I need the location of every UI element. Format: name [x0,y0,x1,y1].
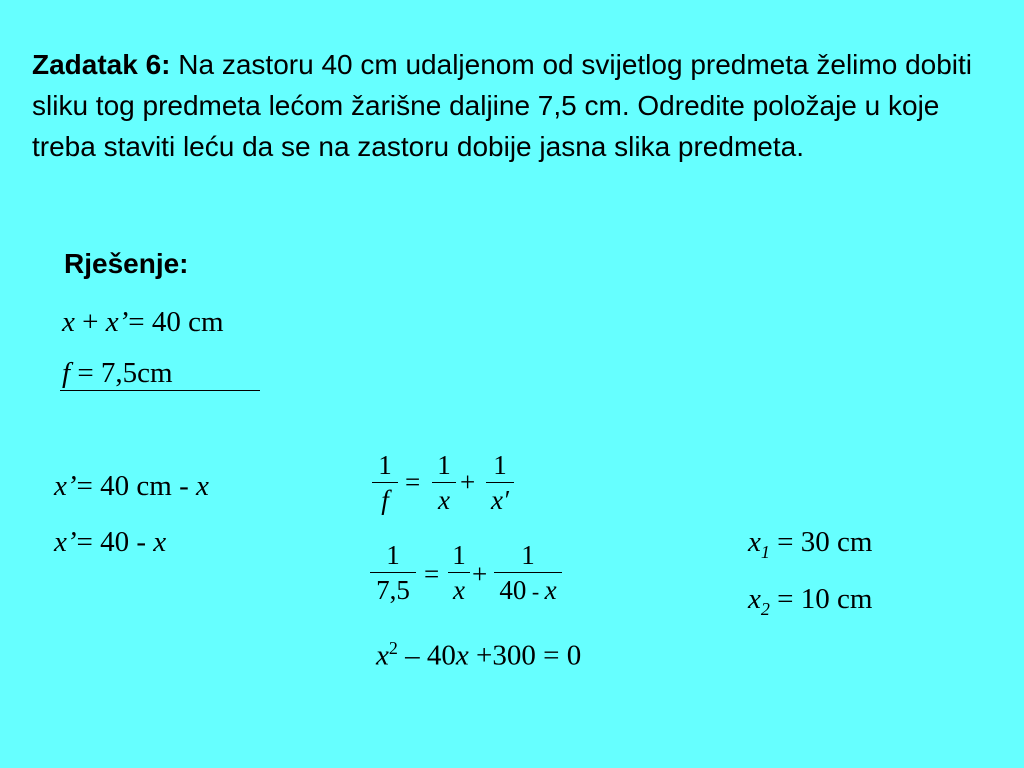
given-distance-equation: x + x’= 40 cm [62,306,224,338]
result-x1: $x_1 = 30$ cm [748,526,873,562]
solution-label: Rješenje: [64,248,189,279]
fraction-one-over-x: 1 x [432,450,456,515]
given-underline [60,390,260,391]
given-focal-length: f = 7,5cm [62,357,173,389]
task-statement [32,44,992,167]
task-text: Na zastoru 40 cm udaljenom od svijetlog predmeta želimo dobiti sliku tog predmeta lećom žarišne daljine 7,5 cm. Odredite položaje u koje treba staviti leću da se na zastoru dobije jasna slika predmeta. [32,49,973,162]
result-x2: $x_2 = 10$ cm [748,583,873,619]
equals-sign: = [405,467,421,497]
plus-sign: + [460,467,476,497]
fraction-one-over-f: 1 f [372,450,398,515]
fraction-one-over-x-prime: 1 x′ [486,450,514,515]
task-label: Zadatak 6: [32,49,171,80]
fraction-one-over-seven-five: 1 7,5 [370,540,416,605]
image-distance-simplified: x’= 40 - x [54,526,167,558]
equals-sign: = [424,559,440,589]
fraction-one-over-x: 1 x [448,540,470,605]
image-distance-equation: x’= 40 cm - x [54,470,209,502]
fraction-one-over-forty-minus-x: 1 40 - x [494,540,562,607]
plus-sign: + [472,559,488,589]
quadratic-equation: $x^2 - 40x +300 = 0$ [376,638,582,672]
